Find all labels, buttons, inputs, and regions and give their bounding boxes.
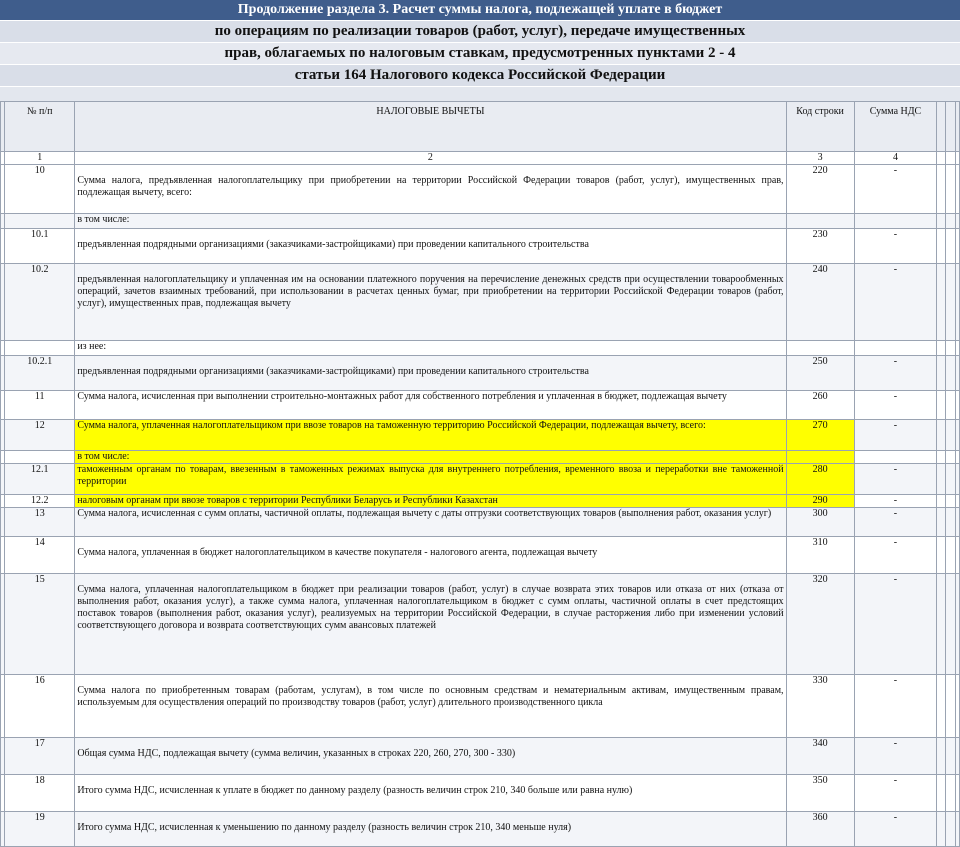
row-code: 260 xyxy=(786,391,854,420)
row-num: 17 xyxy=(5,738,75,775)
empty-cell xyxy=(937,356,945,391)
row-num: 18 xyxy=(5,775,75,812)
table-row xyxy=(1,391,960,420)
empty-cell xyxy=(945,775,955,812)
row-vat: - xyxy=(854,356,937,391)
empty-cell xyxy=(937,165,945,214)
row-num: 10.1 xyxy=(5,229,75,264)
row-description: Сумма налога, исчисленная при выполнении строительно-монтажных работ для собственного потребления и уплаченная в бюджет, подлежащая вычету xyxy=(75,391,786,420)
empty-cell xyxy=(945,420,955,451)
edge-cell xyxy=(955,574,959,675)
empty-cell xyxy=(945,537,955,574)
row-num: 12.1 xyxy=(5,464,75,495)
empty-cell xyxy=(945,738,955,775)
row-vat: - xyxy=(854,775,937,812)
row-num: 15 xyxy=(5,574,75,675)
edge-cell xyxy=(955,738,959,775)
edge-cell xyxy=(955,537,959,574)
empty-cell xyxy=(945,214,955,229)
edge-cell xyxy=(955,675,959,738)
empty-cell xyxy=(945,229,955,264)
row-code: 290 xyxy=(786,495,854,508)
row-description: предъявленная налогоплательщику и уплаченная им на основании платежного поручения на перечисление денежных средств при осуществлении товарообменных операций, зачетов взаимных требований, при использовании в расчетах ценных бумаг, при приобретении на территории Российской Федерации товаров (работ, услуг), имущественных прав, подлежащая вычету xyxy=(75,264,786,341)
row-vat: - xyxy=(854,738,937,775)
spacer-band xyxy=(0,86,960,101)
edge-cell xyxy=(955,229,959,264)
row-vat: - xyxy=(854,508,937,537)
row-code: 340 xyxy=(786,738,854,775)
empty-cell xyxy=(937,420,945,451)
row-vat: - xyxy=(854,391,937,420)
table-header-row xyxy=(1,102,960,152)
col-number-3: 3 xyxy=(786,152,854,165)
edge-cell xyxy=(955,508,959,537)
table-row xyxy=(1,229,960,264)
row-vat: - xyxy=(854,264,937,341)
table-row xyxy=(1,812,960,847)
empty-cell xyxy=(945,356,955,391)
table-row xyxy=(1,356,960,391)
row-vat: - xyxy=(854,229,937,264)
empty-cell xyxy=(945,451,955,464)
row-vat: - xyxy=(854,165,937,214)
row-code: 330 xyxy=(786,675,854,738)
section-title-line3: прав, облагаемых по налоговым ставкам, предусмотренных пунктами 2 - 4 xyxy=(0,42,960,64)
table-body xyxy=(1,165,960,847)
table-row xyxy=(1,495,960,508)
row-description: таможенным органам по товарам, ввезенным в таможенных режимах выпуска для внутреннего потребления, временного ввоза и переработки вне таможенной территории xyxy=(75,464,786,495)
empty-cell xyxy=(937,464,945,495)
empty-cell xyxy=(937,508,945,537)
edge-cell xyxy=(955,356,959,391)
row-num: 10 xyxy=(5,165,75,214)
empty-cell xyxy=(945,152,955,165)
row-code: 300 xyxy=(786,508,854,537)
row-vat: - xyxy=(854,574,937,675)
edge-cell xyxy=(955,464,959,495)
column-numbers-row xyxy=(1,152,960,165)
row-description: Сумма налога, исчисленная с сумм оплаты, частичной оплаты, подлежащая вычету с даты отгрузки соответствующих товаров (выполнения работ, оказания услуг) xyxy=(75,508,786,537)
empty-cell xyxy=(945,812,955,847)
row-code: 320 xyxy=(786,574,854,675)
edge-cell xyxy=(955,775,959,812)
table-row xyxy=(1,775,960,812)
row-description: в том числе: xyxy=(75,214,786,229)
empty-cell xyxy=(945,264,955,341)
row-vat: - xyxy=(854,495,937,508)
table-row xyxy=(1,420,960,451)
row-description: Итого сумма НДС, исчисленная к уплате в бюджет по данному разделу (разность величин строк 210, 340 больше или равна нулю) xyxy=(75,775,786,812)
empty-cell xyxy=(945,675,955,738)
empty-cell xyxy=(945,464,955,495)
empty-cell xyxy=(937,775,945,812)
deductions-table xyxy=(0,101,960,847)
row-num: 13 xyxy=(5,508,75,537)
table-row xyxy=(1,451,960,464)
row-code: 220 xyxy=(786,165,854,214)
col-number-2: 2 xyxy=(75,152,786,165)
row-description: Сумма налога, предъявленная налогоплательщику при приобретении на территории Российской Федерации товаров (работ, услуг), имущественных прав, подлежащая вычету, всего: xyxy=(75,165,786,214)
row-num: 12 xyxy=(5,420,75,451)
row-description: в том числе: xyxy=(75,451,786,464)
table-row xyxy=(1,508,960,537)
row-code: 360 xyxy=(786,812,854,847)
empty-cell xyxy=(945,165,955,214)
row-code xyxy=(786,451,854,464)
header-deductions: НАЛОГОВЫЕ ВЫЧЕТЫ xyxy=(75,102,786,152)
row-code: 250 xyxy=(786,356,854,391)
table-row xyxy=(1,537,960,574)
row-num: 16 xyxy=(5,675,75,738)
empty-cell xyxy=(945,341,955,356)
row-num: 10.2.1 xyxy=(5,356,75,391)
row-vat xyxy=(854,451,937,464)
row-code xyxy=(786,214,854,229)
empty-cell xyxy=(945,508,955,537)
table-row xyxy=(1,214,960,229)
table-row xyxy=(1,675,960,738)
row-vat: - xyxy=(854,812,937,847)
header-num: № п/п xyxy=(5,102,75,152)
empty-cell xyxy=(945,495,955,508)
header-code: Код строки xyxy=(786,102,854,152)
row-code: 240 xyxy=(786,264,854,341)
row-vat: - xyxy=(854,464,937,495)
empty-cell xyxy=(937,675,945,738)
row-description: Сумма налога, уплаченная в бюджет налогоплательщиком в качестве покупателя - налогового агента, подлежащая вычету xyxy=(75,537,786,574)
row-vat xyxy=(854,214,937,229)
row-description: предъявленная подрядными организациями (заказчиками-застройщиками) при проведении капитального строительства xyxy=(75,229,786,264)
empty-cell xyxy=(937,391,945,420)
row-description: налоговым органам при ввозе товаров с территории Республики Беларусь и Республики Казахстан xyxy=(75,495,786,508)
header-vat: Сумма НДС xyxy=(854,102,937,152)
row-description: Общая сумма НДС, подлежащая вычету (сумма величин, указанных в строках 220, 260, 270, 300 - 330) xyxy=(75,738,786,775)
edge-cell xyxy=(955,214,959,229)
row-vat: - xyxy=(854,675,937,738)
row-vat: - xyxy=(854,537,937,574)
edge-cell xyxy=(955,341,959,356)
empty-cell xyxy=(937,214,945,229)
row-num: 19 xyxy=(5,812,75,847)
empty-cell xyxy=(937,341,945,356)
edge-cell xyxy=(955,812,959,847)
empty-cell xyxy=(937,495,945,508)
table-row xyxy=(1,574,960,675)
table-row xyxy=(1,264,960,341)
edge-cell xyxy=(955,391,959,420)
edge-cell xyxy=(955,495,959,508)
row-vat: - xyxy=(854,420,937,451)
table-row xyxy=(1,341,960,356)
edge-cell xyxy=(955,102,959,152)
row-num: 12.2 xyxy=(5,495,75,508)
row-code: 310 xyxy=(786,537,854,574)
section-title xyxy=(0,0,960,101)
empty-cell xyxy=(937,152,945,165)
table-row xyxy=(1,464,960,495)
empty-cell xyxy=(937,264,945,341)
row-description: предъявленная подрядными организациями (заказчиками-застройщиками) при проведении капитального строительства xyxy=(75,356,786,391)
empty-cell xyxy=(937,102,945,152)
empty-cell xyxy=(937,537,945,574)
row-description: Сумма налога, уплаченная налогоплательщиком в бюджет при реализации товаров (работ, услуг) в случае возврата этих товаров или отказа от них (отказа от выполнения работ, оказания услуг), а также сумма налога, уплаченная налогоплательщиком в бюджет с сумм оплаты, частичной оплаты в счет предстоящих поставок товаров (выполнения работ, оказания услуг), реализуемых на территории Российской Федерации, в случае расторжения либо при изменении условий соответствующего договора и возврата соответствующих сумм авансовых платежей xyxy=(75,574,786,675)
row-vat xyxy=(854,341,937,356)
edge-cell xyxy=(955,451,959,464)
edge-cell xyxy=(955,264,959,341)
section-title-line1: Продолжение раздела 3. Расчет суммы налога, подлежащей уплате в бюджет xyxy=(0,0,960,20)
empty-cell xyxy=(937,738,945,775)
row-num: 10.2 xyxy=(5,264,75,341)
row-num: 11 xyxy=(5,391,75,420)
row-description: из нее: xyxy=(75,341,786,356)
row-description: Сумма налога по приобретенным товарам (работам, услугам), в том числе по основным средствам и нематериальным активам, имущественным правам, используемым для осуществления операций по производству товаров (работ, услуг) длительного производственного цикла xyxy=(75,675,786,738)
edge-cell xyxy=(955,420,959,451)
empty-cell xyxy=(937,812,945,847)
row-code: 350 xyxy=(786,775,854,812)
row-num xyxy=(5,341,75,356)
section-title-line4: статьи 164 Налогового кодекса Российской Федерации xyxy=(0,64,960,86)
row-description: Сумма налога, уплаченная налогоплательщиком при ввозе товаров на таможенную территорию Российской Федерации, подлежащая вычету, всего: xyxy=(75,420,786,451)
row-num xyxy=(5,451,75,464)
row-num xyxy=(5,214,75,229)
row-description: Итого сумма НДС, исчисленная к уменьшению по данному разделу (разность величин строк 210, 340 меньше нуля) xyxy=(75,812,786,847)
table-row xyxy=(1,738,960,775)
table-row xyxy=(1,165,960,214)
empty-cell xyxy=(945,102,955,152)
edge-cell xyxy=(955,152,959,165)
col-number-1: 1 xyxy=(5,152,75,165)
edge-cell xyxy=(955,165,959,214)
row-code: 230 xyxy=(786,229,854,264)
empty-cell xyxy=(937,451,945,464)
empty-cell xyxy=(937,574,945,675)
empty-cell xyxy=(945,574,955,675)
col-number-4: 4 xyxy=(854,152,937,165)
row-code: 270 xyxy=(786,420,854,451)
row-code xyxy=(786,341,854,356)
section-title-line2: по операциям по реализации товаров (работ, услуг), передаче имущественных xyxy=(0,20,960,42)
empty-cell xyxy=(937,229,945,264)
empty-cell xyxy=(945,391,955,420)
row-num: 14 xyxy=(5,537,75,574)
row-code: 280 xyxy=(786,464,854,495)
